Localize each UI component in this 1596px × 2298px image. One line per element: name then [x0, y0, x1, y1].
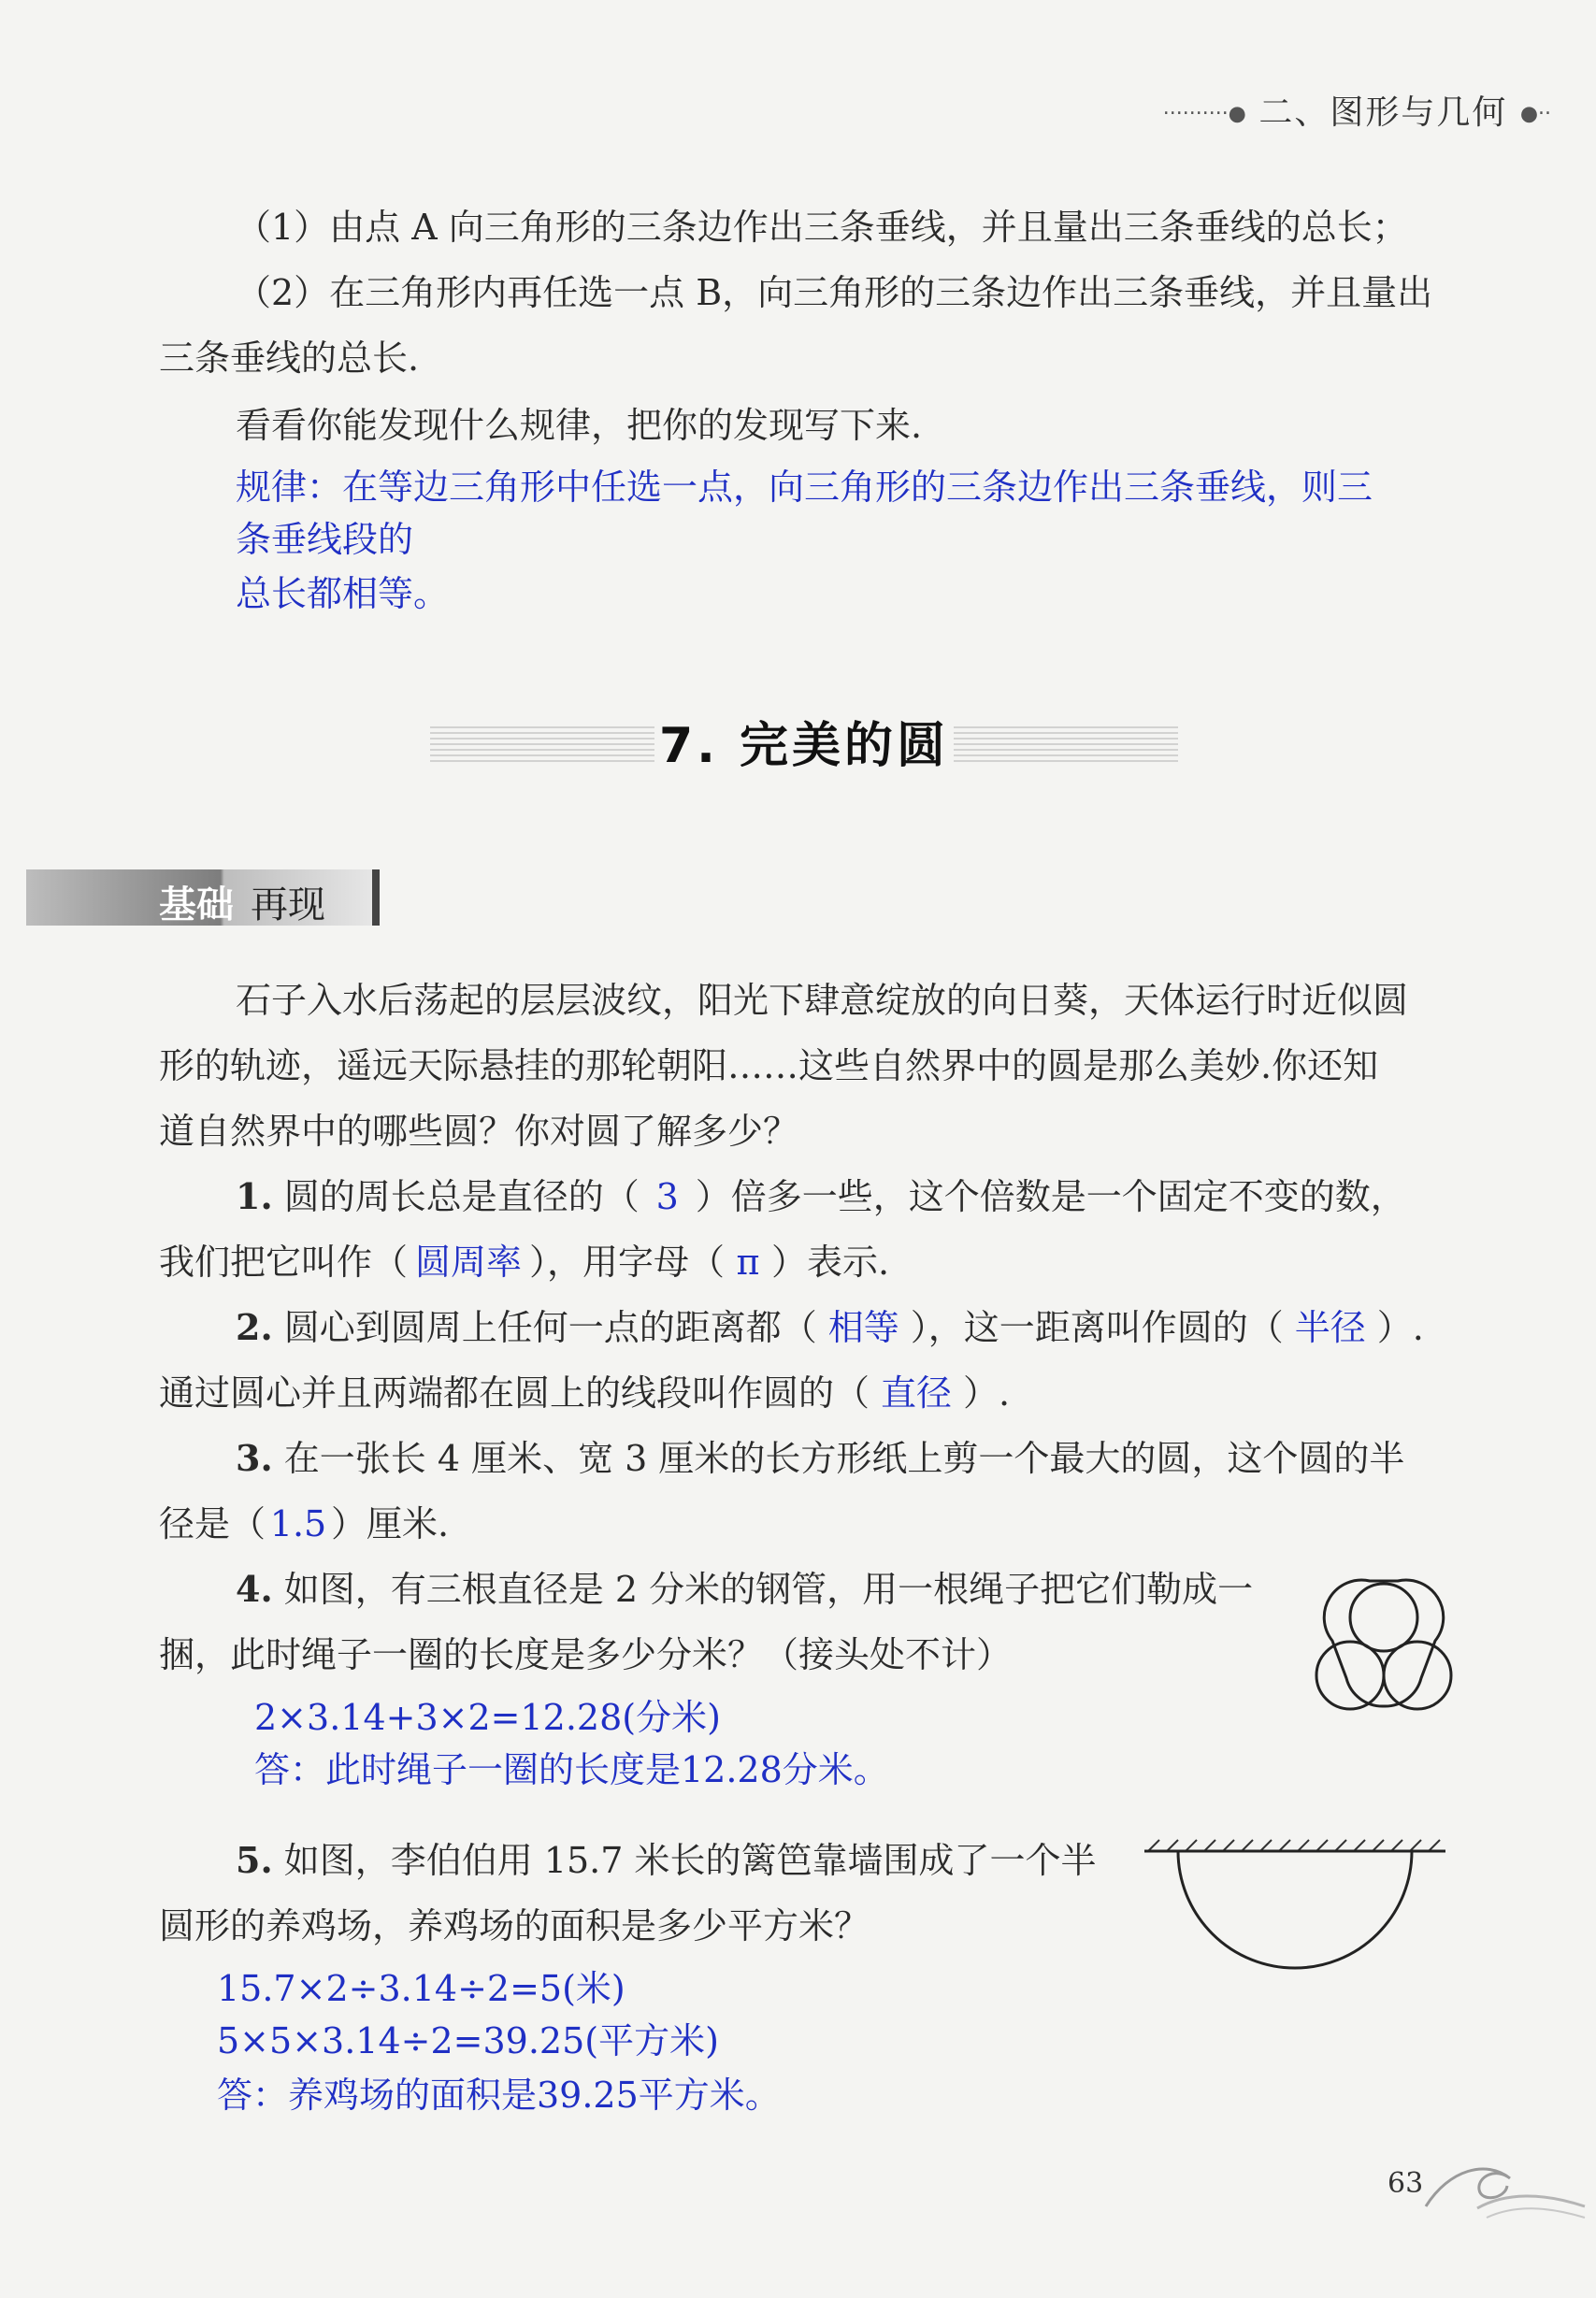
question-4-work: 2×3.14+3×2=12.28(分米) [254, 1697, 721, 1738]
question-2-text-d: 通过圆心并且两端都在圆上的线段叫作圆的（ [159, 1372, 870, 1414]
question-3-text-c: ）厘米. [331, 1503, 450, 1544]
intro-answer-b: 条垂线段的 [236, 519, 414, 560]
question-5-line-2: 圆形的养鸡场，养鸡场的面积是多少平方米？ [159, 1905, 870, 1946]
question-5-work-1: 15.7×2÷3.14÷2=5(米) [217, 1968, 625, 2009]
question-2-text-e: ）. [963, 1372, 1011, 1414]
section-label-plain: 再现 [251, 883, 325, 926]
question-2-text-c: ）. [1376, 1307, 1424, 1348]
question-1-text-e: ）表示. [771, 1242, 890, 1283]
question-1-text-a: 圆的周长总是直径的（ [272, 1176, 640, 1217]
chapter-label: 二、图形与几何 [1258, 93, 1508, 132]
question-1-text-b: ）倍多一些，这个倍数是一个固定不变的数， [695, 1176, 1406, 1217]
intro-item-2a: （2）在三角形内再任选一点 B，向三角形的三条边作出三条垂线，并且量出 [236, 272, 1433, 313]
semicircle-fence [1178, 1851, 1412, 1968]
question-2-text-b: ），这一距离叫作圆的（ [910, 1307, 1284, 1348]
question-3-text-a: 在一张长 4 厘米、宽 3 厘米的长方形纸上剪一个最大的圆，这个圆的半 [272, 1438, 1405, 1479]
intro-answer-c: 总长都相等。 [236, 573, 450, 614]
header-dots-left: ··········● [1162, 102, 1246, 126]
question-3-number: 3. [236, 1437, 273, 1479]
lesson-title-banner [430, 706, 1178, 781]
section-label-bold: 基础 [159, 883, 234, 926]
passage-line-2: 形的轨迹，遥远天际悬挂的那轮朝阳……这些自然界中的圆是那么美妙.你还知 [159, 1045, 1379, 1086]
question-4-line-1 [236, 1566, 1253, 1613]
pipe-bottom-right [1384, 1642, 1451, 1709]
question-1-answer-3: π [736, 1242, 760, 1283]
wave-decoration-icon [1421, 2141, 1589, 2225]
question-2-answer-1: 相等 [827, 1307, 899, 1348]
chapter-header [1163, 86, 1551, 134]
question-4-number: 4. [236, 1568, 273, 1610]
question-2-line-1 [236, 1304, 1424, 1351]
section-end-bar [372, 869, 380, 926]
intro-answer-a: 规律：在等边三角形中任选一点，向三角形的三条边作出三条垂线，则三 [236, 467, 1373, 508]
question-3-text-b: 径是（ [159, 1503, 266, 1544]
question-2-line-2 [159, 1370, 1010, 1416]
question-3-answer: 1.5 [269, 1503, 327, 1544]
three-pipes-figure [1290, 1552, 1477, 1720]
passage-line-3: 道自然界中的哪些圆？你对圆了解多少？ [159, 1111, 799, 1152]
question-2-answer-2: 半径 [1294, 1307, 1366, 1348]
semicircle-coop-figure [1141, 1832, 1449, 1991]
question-5-answer: 答：养鸡场的面积是39.25平方米。 [217, 2075, 781, 2116]
question-3-line-2 [159, 1501, 449, 1547]
passage-line-1: 石子入水后荡起的层层波纹，阳光下肆意绽放的向日葵，天体运行时近似圆 [236, 980, 1409, 1021]
question-1-text-d: ），用字母（ [529, 1242, 726, 1283]
question-1-answer-1: 3 [655, 1176, 679, 1217]
page-number: 63 [1388, 2167, 1424, 2200]
question-2-answer-3: 直径 [881, 1372, 953, 1414]
question-1-answer-2: 圆周率 [415, 1242, 523, 1283]
question-5-work-2: 5×5×3.14÷2=39.25(平方米) [217, 2020, 719, 2061]
question-1-line-2 [159, 1239, 889, 1285]
question-4-line-2: 捆，此时绳子一圈的长度是多少分米？（接头处不计） [159, 1634, 1013, 1675]
question-1-number: 1. [236, 1175, 273, 1217]
intro-item-2b: 三条垂线的总长. [159, 338, 420, 379]
question-5-number: 5. [236, 1839, 273, 1881]
question-4-text-a: 如图，有三根直径是 2 分米的钢管，用一根绳子把它们勒成一 [272, 1569, 1254, 1610]
pipe-top [1350, 1584, 1417, 1651]
question-5-text-a: 如图，李伯伯用 15.7 米长的篱笆靠墙围成了一个半 [272, 1840, 1097, 1881]
intro-item-1: （1）由点 A 向三角形的三条边作出三条垂线，并且量出三条垂线的总长； [236, 207, 1408, 248]
question-1-line-1 [236, 1173, 1406, 1220]
header-dots-right: ●·· [1519, 102, 1551, 126]
pipe-bottom-left [1316, 1642, 1384, 1709]
wall-hatching [1148, 1840, 1440, 1851]
question-2-text-a: 圆心到圆周上任何一点的距离都（ [272, 1307, 817, 1348]
section-header [26, 869, 380, 926]
question-2-number: 2. [236, 1306, 273, 1348]
question-4-answer: 答：此时绳子一圈的长度是12.28分米。 [254, 1749, 889, 1790]
intro-prompt: 看看你能发现什么规律，把你的发现写下来. [236, 405, 923, 446]
question-1-text-c: 我们把它叫作（ [159, 1242, 409, 1283]
question-5-line-1 [236, 1837, 1097, 1884]
question-3-line-1 [236, 1435, 1404, 1482]
lesson-title: 7. 完美的圆 [658, 718, 950, 774]
